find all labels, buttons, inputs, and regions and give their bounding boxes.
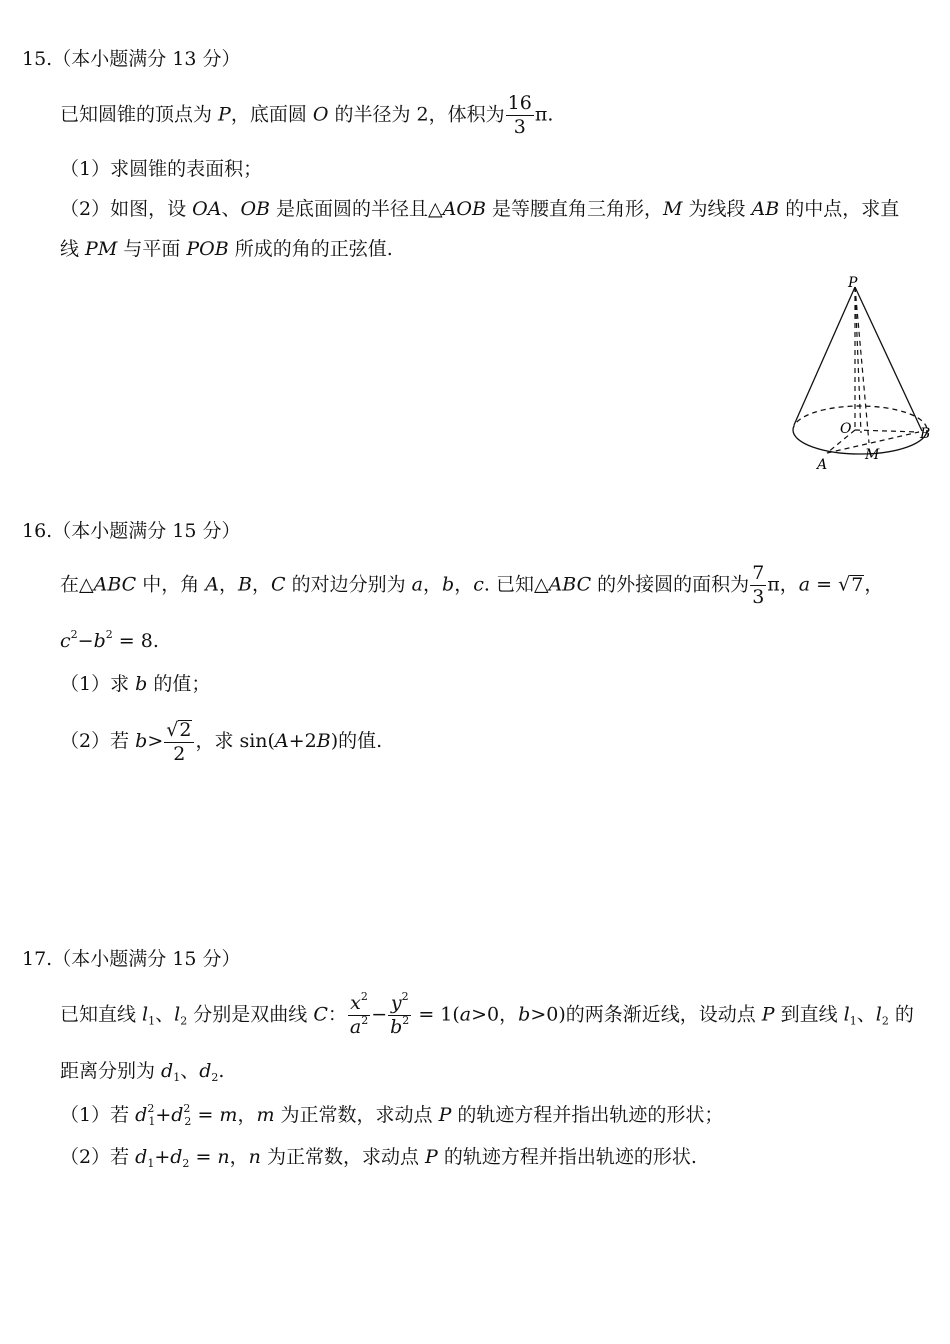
q16-part1: （1）求 b 的值； — [60, 673, 211, 695]
cone-base-back — [793, 406, 927, 430]
sqrt-sign: √ — [838, 573, 851, 596]
q16-sqrt2-over-2: $\frac{√2}{2}$ — [164, 720, 194, 764]
q17-number: 17. — [22, 948, 53, 970]
q15-part1: （1）求圆锥的表面积； — [60, 158, 263, 180]
label-O: O — [840, 421, 852, 437]
q17-header: （本小题满分 15 分） — [52, 948, 241, 970]
hyperbola-x-term: $\frac{x^2}{a^2}$ — [349, 990, 369, 1038]
q15-number: 15. — [22, 48, 53, 70]
q15-title — [22, 50, 240, 69]
q17-stem-line2: 距离分别为 $d_1$、$d_2$. — [60, 1060, 225, 1084]
q15-part2-line1: （2）如图，设 OA、OB 是底面圆的半径且△AOB 是等腰直角三角形，M 为线段 AB 的中点，求直 — [60, 198, 900, 220]
q17-stem-line1: 已知直线 $l_1$、$l_2$ 分别是双曲线 C： $\frac{x^2}{a^2}$ − $\frac{y^2}{b^2}$ = 1(a>0，b>0)的两条渐近线，设动点 P 到直线 $l_1$、$l_2$ 的 — [60, 990, 914, 1038]
cone-figure — [785, 275, 940, 475]
q17-part2: （2）若 $d_1+d_2 = n$，n 为正常数，求动点 P 的轨迹方程并指出轨迹的形状. — [60, 1146, 697, 1170]
q15-header: （本小题满分 13 分） — [52, 48, 241, 70]
q17-part1: （1）若 $d^2_1+d^2_2 = m$，m 为正常数，求动点 P 的轨迹方程并指出轨迹的形状； — [60, 1102, 724, 1128]
cone-side-right — [855, 287, 922, 431]
sqrt-sign: √ — [166, 719, 179, 741]
q16-condition: $c^2-b^2 = 8$. — [60, 628, 159, 652]
q16-stem-line1: 在△ABC 中，角 A，B，C 的对边分别为 a，b，c. 已知△ABC 的外接圆的面积为 $\frac{7}{3}$ π，a = √7， — [60, 562, 884, 608]
label-B: B — [920, 426, 931, 442]
q16-title — [22, 522, 240, 541]
label-M: M — [865, 447, 880, 463]
segment-OB — [855, 430, 919, 432]
segment-PM — [855, 287, 869, 443]
segment-PA — [855, 287, 861, 433]
q16-area-fraction: $\frac{7}{3}$ — [752, 562, 765, 608]
q17-title — [22, 950, 240, 969]
label-A: A — [817, 457, 828, 473]
q16-part2: （2）若 b> $\frac{√2}{2}$ ，求 sin(A+2B)的值. — [60, 719, 383, 765]
cone-side-left — [794, 287, 855, 425]
q15-part2-line2: 线 PM 与平面 POB 所成的角的正弦值. — [60, 238, 393, 260]
q15-volume-fraction: $\frac{16}{3}$ — [507, 92, 532, 138]
q15-stem: 已知圆锥的顶点为 P，底面圆 O 的半径为 2，体积为 $\frac{16}{3}$ π. — [60, 92, 554, 138]
q16-header: （本小题满分 15 分） — [52, 520, 241, 542]
q16-number: 16. — [22, 520, 53, 542]
label-P: P — [848, 275, 858, 291]
cone-base-front — [793, 430, 927, 454]
hyperbola-y-term: $\frac{y^2}{b^2}$ — [390, 990, 410, 1038]
